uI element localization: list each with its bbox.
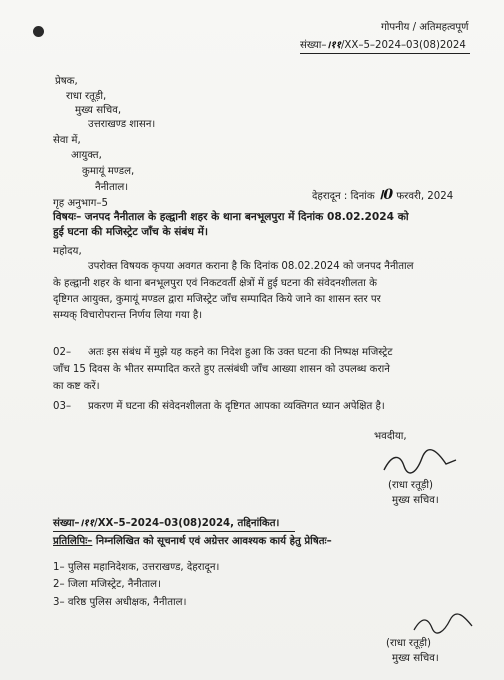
para1-line-4: सम्यक् विचारोपरान्त निर्णय लिया गया है। [53, 310, 203, 321]
endorsement-underline [53, 531, 295, 532]
sender-name: राधा रतूड़ी, [66, 91, 107, 102]
subject-line-1 [53, 211, 409, 224]
para3-text: प्रकरण में घटना की संवेदनशीलता के दृष्टिगत आपका व्यक्तिगत ध्यान अपेक्षित है। [88, 401, 385, 412]
subject-text-1: जनपद नैनीताल के हल्द्वानी शहर के थाना बनभूलपुरा में दिनांक 08.02.2024 को [84, 211, 409, 223]
recipient-division: कुमायूं मण्डल, [82, 166, 135, 177]
endorsement-ref-handwritten: ।११ [79, 517, 94, 529]
subject-line-2: हुई घटना की मजिस्ट्रेट जाँच के संबंध में। [53, 226, 209, 238]
copy-line [53, 535, 332, 548]
date-prefix: देहरादून : दिनांक [312, 191, 375, 202]
copy-label: प्रतिलिपिः– [53, 536, 93, 547]
para2-line-3: का कष्ट करें। [53, 381, 100, 392]
para2-line-1: अतः इस संबंध में मुझे यह कहने का निदेश हुआ कि उक्त घटना की निष्पक्ष मजिस्ट्रेट [88, 347, 393, 358]
para1-line-2: के हल्द्वानी शहर के थाना बनभूलपुरा एवं निकटवर्ती क्षेत्रों में हुई घटना की संवेदनशीलता के [53, 278, 377, 289]
ref-underline [300, 53, 470, 54]
copy-recipient-3: 3– वरिष्ठ पुलिस अधीक्षक, नैनीताल। [53, 597, 187, 608]
section-label: गृह अनुभाग–5 [53, 198, 108, 209]
para2-line-2: जाँच 15 दिवस के भीतर सम्पादित करते हुए तत्संबंधी जाँच आख्या शासन को उपलब्ध कराने [53, 364, 390, 375]
para1-line-3: दृष्टिगत आयुक्त, कुमायूं मण्डल द्वारा मजिस्ट्रेट जाँच सम्पादित किये जाने का शासन स्तर पर [53, 294, 381, 305]
subject-label: विषयः– [53, 211, 82, 223]
letter-date [312, 189, 453, 203]
signature-1-designation: मुख्य सचिव। [392, 495, 439, 506]
sender-designation: मुख्य सचिव, [75, 105, 122, 116]
copy-recipient-2: 2– जिला मजिस्ट्रेट, नैनीताल। [53, 579, 161, 590]
signature-2-name: (राधा रतूड़ी) [386, 638, 431, 649]
para1-line-1: उपरोक्त विषयक कृपया अवगत कराना है कि दिनांक 08.02.2024 को जनपद नैनीताल [88, 261, 414, 272]
recipient-designation: आयुक्त, [71, 150, 102, 161]
punch-hole [33, 26, 44, 37]
signature-2-designation: मुख्य सचिव। [392, 653, 439, 664]
reference-number [300, 39, 466, 52]
ref-handwritten: ।११ [326, 39, 341, 51]
ref-suffix: /XX–5–2024–03(08)2024 [340, 40, 466, 51]
sender-office: उत्तराखण्ड शासन। [88, 119, 156, 130]
copy-text: निम्नलिखित को सूचनार्थ एवं अग्रेत्तर आवश्यक कार्य हेतु प्रेषितः– [95, 536, 332, 547]
endorsement-ref-suffix: /XX–5–2024–03(08)2024, तद्दिनांकित। [93, 518, 280, 529]
closing: भवदीया, [374, 431, 407, 442]
to-label: सेवा में, [53, 135, 81, 146]
copy-recipient-1: 1– पुलिस महानिदेशक, उत्तराखण्ड, देहरादून। [53, 562, 220, 573]
recipient-place: नैनीताल। [95, 182, 129, 193]
signature-1-mark [380, 448, 460, 478]
salutation: महोदय, [53, 246, 82, 257]
from-label: प्रेषक, [55, 76, 78, 87]
date-day-handwritten: ।0 [378, 187, 394, 203]
endorsement-reference [53, 517, 279, 530]
signature-2-mark [410, 612, 480, 636]
para3-number: 03– [53, 401, 72, 412]
classification-label: गोपनीय / अतिमहत्वपूर्ण [381, 22, 469, 33]
endorsement-ref-prefix: संख्या– [53, 518, 80, 529]
signature-1-name: (राधा रतूड़ी) [388, 480, 433, 491]
ref-prefix: संख्या– [300, 40, 327, 51]
para2-number: 02– [53, 347, 72, 358]
date-rest: फरवरी, 2024 [396, 191, 454, 202]
